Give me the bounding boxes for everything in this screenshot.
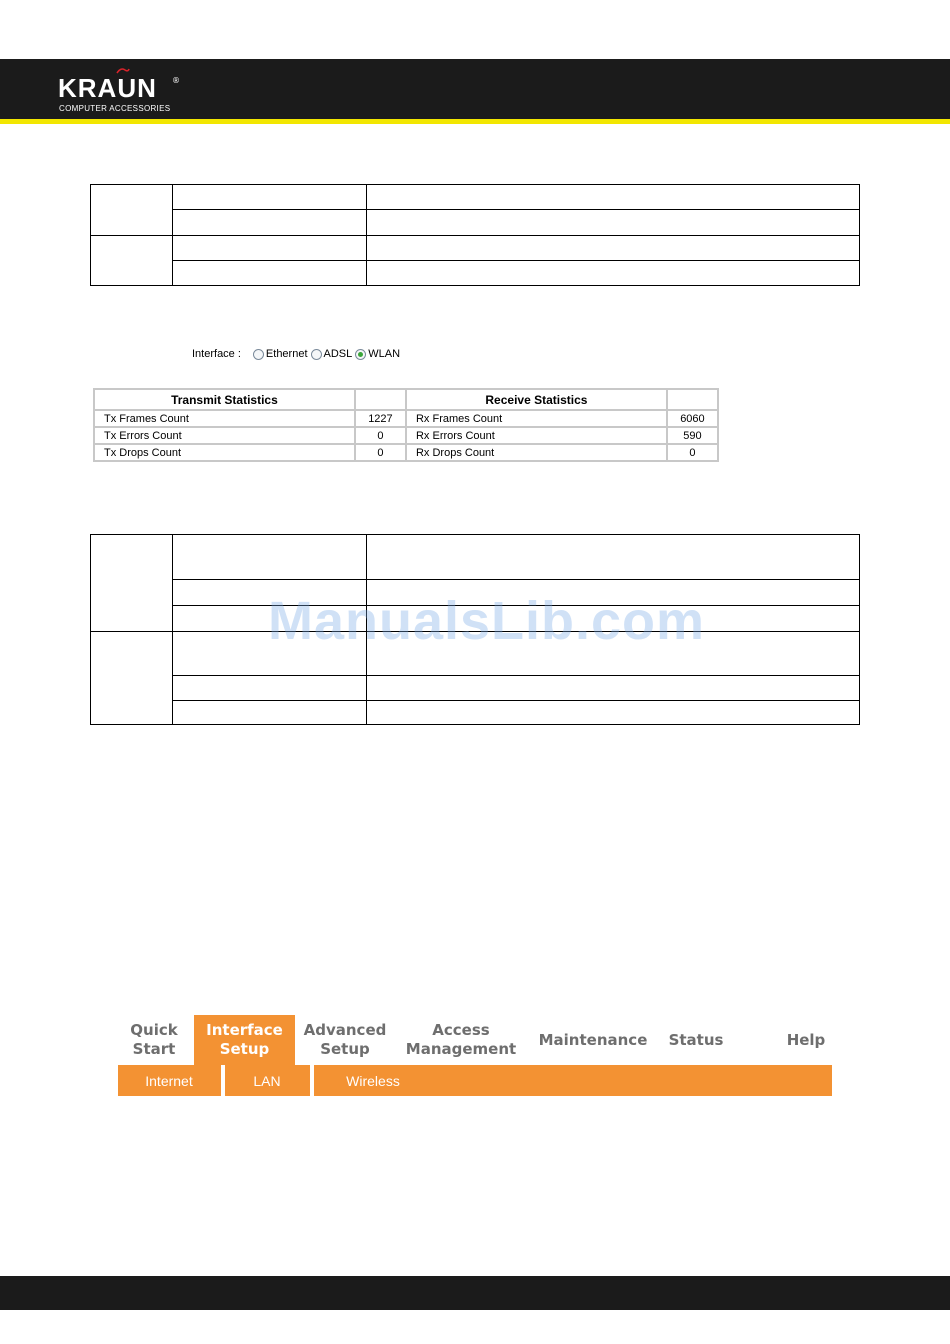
- table-cell: [91, 535, 173, 632]
- radio-wlan[interactable]: [355, 348, 400, 360]
- tx-value: 0: [356, 428, 405, 443]
- tx-label: Tx Drops Count: [95, 445, 354, 460]
- header-blank: [356, 390, 405, 409]
- subnav-internet[interactable]: Internet: [145, 1073, 193, 1089]
- table-cell: [367, 535, 860, 580]
- table-cell: [91, 236, 173, 286]
- radio-button-icon[interactable]: [253, 349, 264, 360]
- radio-label: Ethernet: [265, 348, 308, 360]
- table-cell: [173, 236, 367, 261]
- table-cell: [367, 701, 860, 725]
- table-cell: [367, 185, 860, 210]
- rx-value: 0: [668, 445, 717, 460]
- page-footer: [0, 1276, 950, 1310]
- table-cell: [173, 701, 367, 725]
- main-nav: [118, 1015, 832, 1065]
- subnav-wireless[interactable]: Wireless: [346, 1073, 400, 1089]
- table-cell: [367, 676, 860, 701]
- radio-button-icon[interactable]: [311, 349, 322, 360]
- sub-nav: [118, 1065, 832, 1096]
- tx-label: Tx Errors Count: [95, 428, 354, 443]
- tx-label: Tx Frames Count: [95, 411, 354, 426]
- table-cell: [91, 632, 173, 725]
- rx-value: 590: [668, 428, 717, 443]
- kraun-logo: [58, 74, 188, 116]
- radio-ethernet[interactable]: [253, 348, 308, 360]
- table-row: [95, 445, 717, 460]
- radio-label: ADSL: [323, 348, 353, 360]
- rx-label: Rx Frames Count: [407, 411, 666, 426]
- receive-statistics-header: Receive Statistics: [407, 390, 666, 409]
- table-cell: [173, 210, 367, 236]
- nav-quick-start[interactable]: Quick Start: [130, 1021, 178, 1058]
- nav-maintenance[interactable]: Maintenance: [538, 1030, 648, 1049]
- table-cell: [173, 676, 367, 701]
- interface-selector: [192, 348, 403, 360]
- rx-value: 6060: [668, 411, 717, 426]
- nav-advanced-setup[interactable]: Advanced Setup: [303, 1021, 387, 1058]
- registered-mark: ®: [172, 76, 180, 85]
- top-blank-table: [90, 184, 860, 286]
- subnav-lan[interactable]: LAN: [253, 1073, 281, 1089]
- radio-button-selected-icon[interactable]: [355, 349, 366, 360]
- header-stripe: [0, 119, 950, 124]
- table-cell: [367, 236, 860, 261]
- table-row: [95, 428, 717, 443]
- nav-help[interactable]: Help: [786, 1030, 826, 1049]
- watermark: ManualsLib.com: [268, 591, 706, 651]
- tx-value: 0: [356, 445, 405, 460]
- table-row: [95, 411, 717, 426]
- rx-label: Rx Errors Count: [407, 428, 666, 443]
- table-cell: [91, 185, 173, 236]
- table-cell: [367, 261, 860, 286]
- nav-interface-setup[interactable]: Interface Setup: [194, 1015, 295, 1065]
- radio-adsl[interactable]: [311, 348, 353, 360]
- table-cell: [173, 185, 367, 210]
- logo-tagline: COMPUTER ACCESSORIES: [59, 104, 171, 113]
- table-cell: [173, 261, 367, 286]
- logo-wordmark: KRAUN: [58, 73, 157, 103]
- table-cell: [367, 210, 860, 236]
- statistics-table: [93, 388, 719, 462]
- nav-access-management[interactable]: Access Management: [405, 1021, 517, 1058]
- nav-status[interactable]: Status: [668, 1030, 724, 1049]
- logo-swirl-icon: [116, 67, 130, 75]
- table-cell: [173, 535, 367, 580]
- header-blank: [668, 390, 717, 409]
- radio-label: WLAN: [368, 348, 401, 360]
- interface-label: Interface :: [192, 348, 241, 360]
- transmit-statistics-header: Transmit Statistics: [95, 390, 354, 409]
- rx-label: Rx Drops Count: [407, 445, 666, 460]
- tx-value: 1227: [356, 411, 405, 426]
